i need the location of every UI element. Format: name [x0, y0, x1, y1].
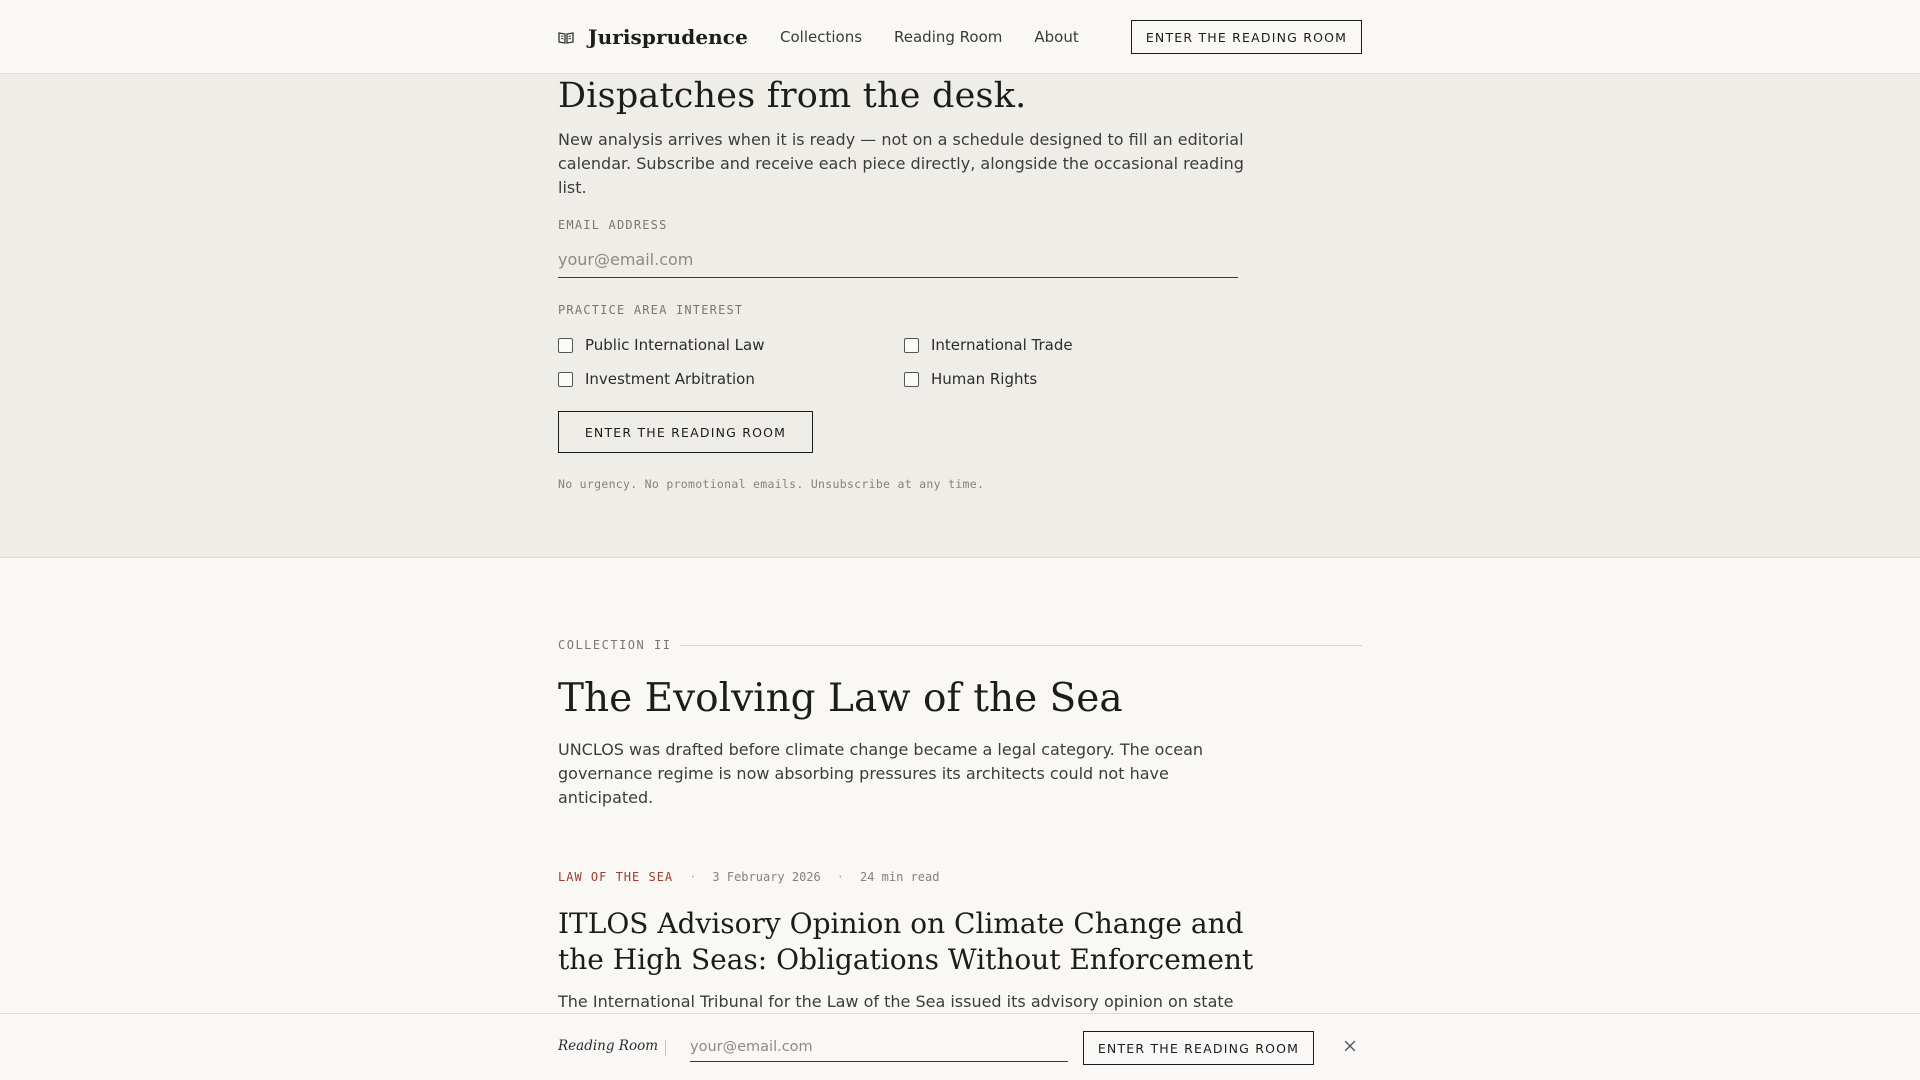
- brand[interactable]: [558, 0, 748, 74]
- subscribe-title: Dispatches from the desk.: [558, 76, 1027, 116]
- meta-separator: ·: [689, 870, 697, 884]
- checkbox-icon[interactable]: [558, 338, 573, 353]
- subscribe-intro: New analysis arrives when it is ready — not on a schedule designed to fill an editorial calendar. Subscribe and receive each piece directly, alongside the occasional reading list.: [558, 130, 1244, 197]
- site-header: [0, 0, 1920, 74]
- main-nav: [780, 0, 1079, 74]
- checkbox-label: Public International Law: [585, 336, 765, 354]
- email-field[interactable]: [558, 242, 1238, 278]
- article-category-tag[interactable]: LAW OF THE SEA: [558, 870, 674, 884]
- practice-area-label: PRACTICE AREA INTEREST: [558, 303, 744, 317]
- checkbox-public-international-law[interactable]: [558, 336, 904, 354]
- checkbox-label: Investment Arbitration: [585, 370, 755, 388]
- sticky-bar-label: Reading Room: [558, 1038, 659, 1054]
- checkbox-icon[interactable]: [558, 372, 573, 387]
- sticky-email-field[interactable]: [690, 1032, 1068, 1062]
- article-read-time: 24 min read: [860, 870, 940, 884]
- email-label: EMAIL ADDRESS: [558, 218, 668, 232]
- nav-link-about[interactable]: About: [1034, 28, 1079, 46]
- collection-title: The Evolving Law of the Sea: [558, 676, 1123, 721]
- checkbox-international-trade[interactable]: [904, 336, 1144, 354]
- collection-eyebrow: COLLECTION II: [558, 638, 672, 652]
- checkbox-icon[interactable]: [904, 338, 919, 353]
- sticky-bar-divider: [665, 1040, 666, 1056]
- collection-description: UNCLOS was drafted before climate change became a legal category. The ocean governance regime is now absorbing pressures its architects could not have anticipated.: [558, 740, 1204, 807]
- article-title-link[interactable]: ITLOS Advisory Opinion on Climate Change and the High Seas: Obligations Without Enforcement: [558, 907, 1254, 976]
- checkbox-label: Human Rights: [931, 370, 1038, 388]
- subscribe-section: [0, 74, 1920, 558]
- checkbox-investment-arbitration[interactable]: [558, 370, 904, 388]
- sticky-cta-button[interactable]: ENTER THE READING ROOM: [1083, 1031, 1314, 1065]
- header-cta-button[interactable]: ENTER THE READING ROOM: [1131, 20, 1362, 54]
- practice-area-options: [558, 336, 1078, 388]
- article-meta: [558, 870, 939, 884]
- nav-link-reading-room[interactable]: Reading Room: [894, 28, 1003, 46]
- brand-name: Jurisprudence: [588, 25, 748, 49]
- open-book-icon: [558, 30, 574, 44]
- meta-separator: ·: [836, 870, 844, 884]
- sticky-subscribe-bar: [0, 1013, 1920, 1080]
- article-date: 3 February 2026: [712, 870, 821, 884]
- nav-link-collections[interactable]: Collections: [780, 28, 863, 46]
- subscribe-submit-button[interactable]: ENTER THE READING ROOM: [558, 411, 813, 453]
- checkbox-icon[interactable]: [904, 372, 919, 387]
- checkbox-human-rights[interactable]: [904, 370, 1144, 388]
- eyebrow-divider: [680, 645, 1362, 646]
- checkbox-label: International Trade: [931, 336, 1073, 354]
- close-icon[interactable]: [1342, 1038, 1358, 1054]
- subscribe-fineprint: No urgency. No promotional emails. Unsubscribe at any time.: [558, 477, 985, 491]
- article-excerpt: The International Tribunal for the Law of the Sea issued its advisory opinion on state: [558, 992, 1234, 1011]
